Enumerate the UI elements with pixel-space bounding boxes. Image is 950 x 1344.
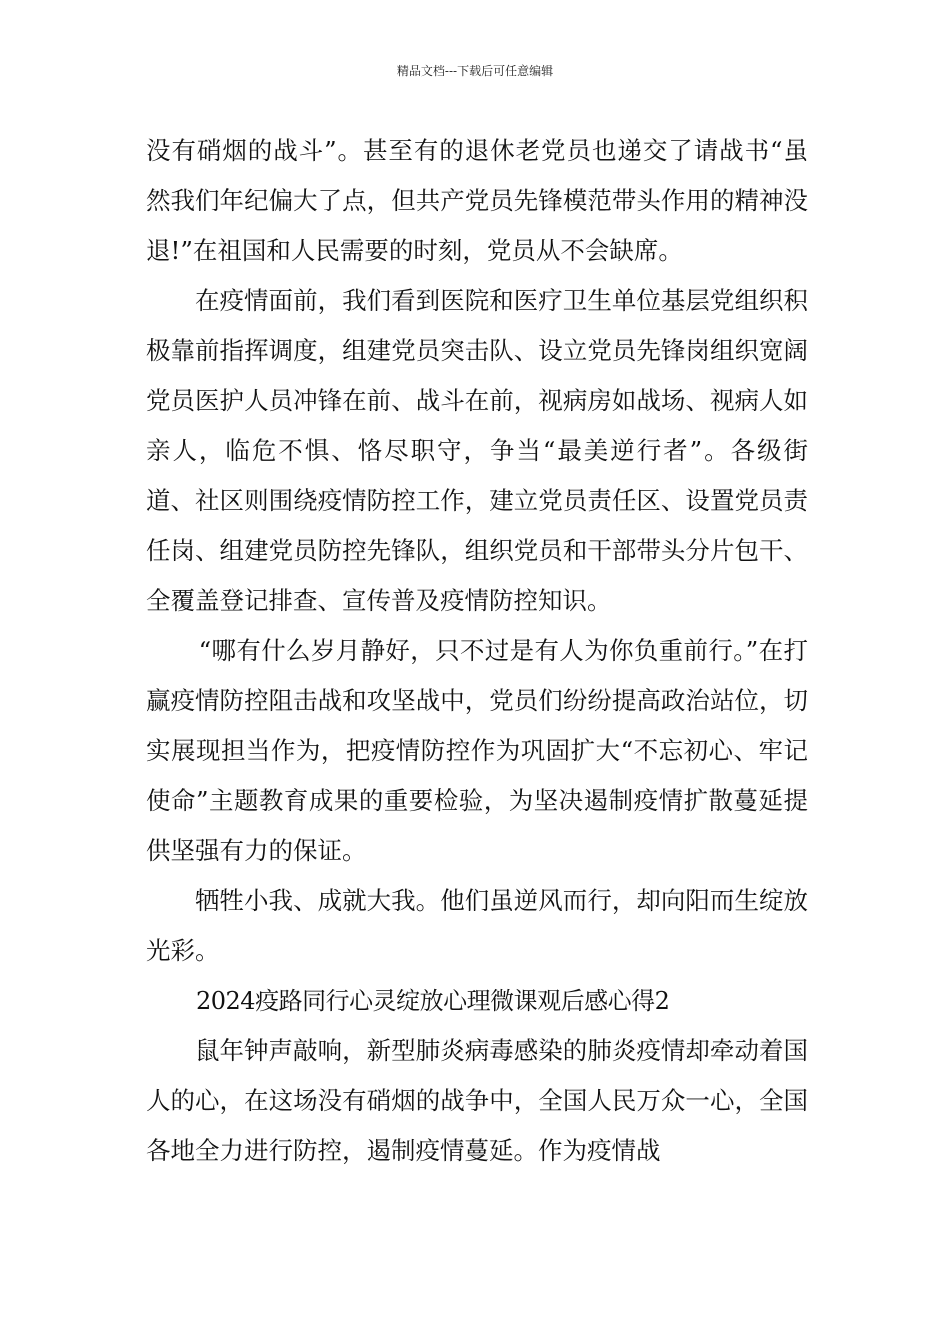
paragraph-new-section: 鼠年钟声敲响，新型肺炎病毒感染的肺炎疫情却牵动着国人的心，在这场没有硝烟的战争中，全国人民万众一心，全国各地全力进行防控，遏制疫情蔓延。作为疫情战 bbox=[146, 1036, 808, 1165]
page-header: 精品文档---下载后可任意编辑 bbox=[396, 64, 554, 78]
paragraph-sacrifice: 牺牲小我、成就大我。他们虽逆风而行，却向阳而生绽放光彩。 bbox=[146, 886, 808, 965]
paragraph-quote: “哪有什么岁月静好，只不过是有人为你负重前行。”在打赢疫情防控阻击战和攻坚战中，党员们纷纷提高政治站位，切实展现担当作为，把疫情防控作为巩固扩大“不忘初心、牢记使命”主题教育成果的重要检验，为坚决遏制疫情扩散蔓延提供坚强有力的保证。 bbox=[146, 636, 808, 865]
document-body bbox=[146, 126, 808, 1176]
paragraph-epidemic-front: 在疫情面前，我们看到医院和医疗卫生单位基层党组织积极靠前指挥调度，组建党员突击队、设立党员先锋岗组织宽阔党员医护人员冲锋在前、战斗在前，视病房如战场、视病人如亲人，临危不惧、恪尽职守，争当“最美逆行者”。各级街道、社区则围绕疫情防控工作，建立党员责任区、设置党员责任岗、组建党员防控先锋队，组织党员和干部带头分片包干、全覆盖登记排查、宣传普及疫情防控知识。 bbox=[146, 286, 808, 615]
section-title: 2024疫路同行心灵绽放心理微课观后感心得2 bbox=[196, 987, 670, 1015]
paragraph-continuation: 没有硝烟的战斗”。甚至有的退休老党员也递交了请战书“虽然我们年纪偏大了点，但共产党员先锋模范带头作用的精神没退!”在祖国和人民需要的时刻，党员从不会缺席。 bbox=[146, 136, 808, 265]
